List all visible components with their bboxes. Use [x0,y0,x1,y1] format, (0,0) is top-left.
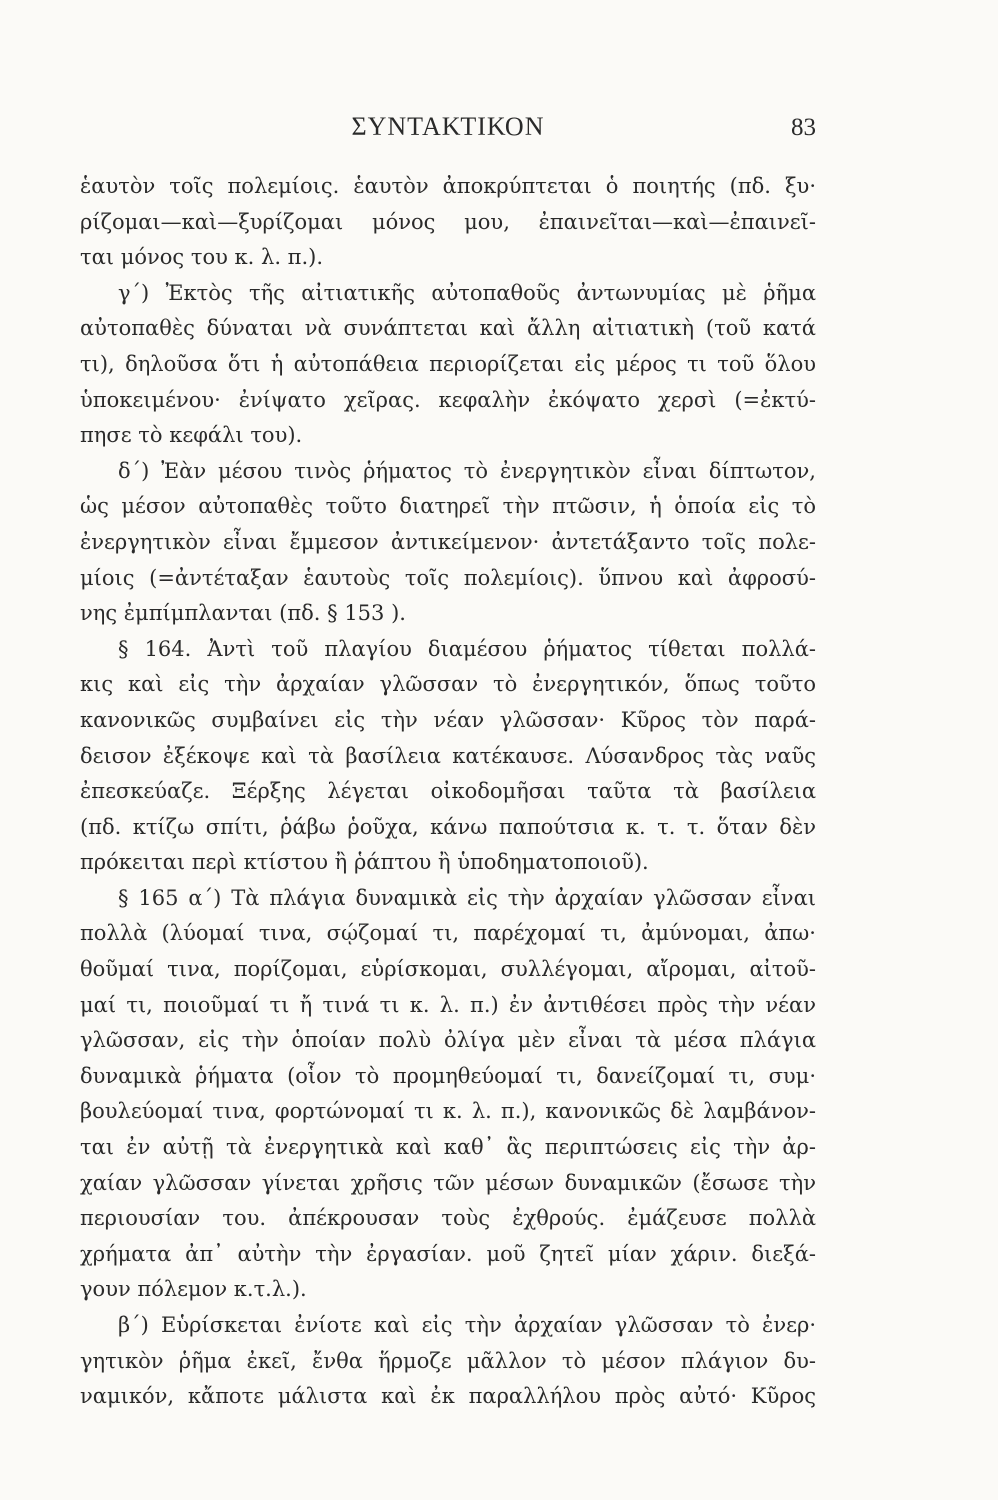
running-title: ΣΥΝΤΑΚΤΙΚΟΝ [351,112,545,141]
text-line: ὑποκειμένου· ἐνίψατο χεῖρας. κεφαλὴν ἐκόψατο χερσὶ (=ἐκτύ- [80,387,816,412]
text-line: ται μόνος του κ. λ. π.). [80,245,324,270]
text-line: κις καὶ εἰς τὴν ἀρχαίαν γλῶσσαν τὸ ἐνεργητικόν, ὅπως τοῦτο [80,672,816,697]
text-line: τι), δηλοῦσα ὅτι ἡ αὐτοπάθεια περιορίζεται εἰς μέρος τι τοῦ ὅλου [80,351,816,376]
text-line: περιουσίαν του. ἀπέκρουσαν τοὺς ἐχθρούς. ἐμάζευσε πολλὰ [80,1206,816,1231]
text-line: δυναμικὰ ῥήματα (οἷον τὸ προμηθεύομαί τι, δανείζομαί τι, συμ· [80,1063,816,1088]
text-line: χαίαν γλῶσσαν γίνεται χρῆσις τῶν μέσων δυναμικῶν (ἔσωσε τὴν [80,1170,816,1195]
text-line: § 165 α΄) Τὰ πλάγια δυναμικὰ εἰς τὴν ἀρχαίαν γλῶσσαν εἶναι [118,885,816,910]
text-line: δεισον ἐξέκοψε καὶ τὰ βασίλεια κατέκαυσε. Λύσανδρος τὰς ναῦς [80,743,816,768]
text-line: βουλεύομαί τινα, φορτώνομαί τι κ. λ. π.), κανονικῶς δὲ λαμβάνον- [80,1099,816,1124]
text-line: κανονικῶς συμβαίνει εἰς τὴν νέαν γλῶσσαν· Κῦρος τὸν παρά- [80,707,816,732]
text-line: γουν πόλεμον κ.τ.λ.). [80,1277,307,1302]
text-line: (πδ. κτίζω σπίτι, ῥάβω ῥοῦχα, κάνω παπούτσια κ. τ. τ. ὅταν δὲν [80,814,816,839]
text-line: ρίζομαι—καὶ—ξυρίζομαι μόνος μου, ἐπαινεῖται—καὶ—ἐπαινεῖ- [80,209,816,234]
text-line: θοῦμαί τινα, πορίζομαι, εὑρίσκομαι, συλλέγομαι, αἴρομαι, αἰτοῦ- [80,957,816,982]
text-line: πησε τὸ κεφάλι του). [80,423,303,448]
page-header [80,112,816,152]
text-line: νης ἐμπίμπλανται (πδ. § 153 ). [80,601,406,626]
text-line: γ΄) Ἐκτὸς τῆς αἰτιατικῆς αὐτοπαθοῦς ἀντωνυμίας μὲ ῥῆμα [118,280,816,305]
text-line: β΄) Εὑρίσκεται ἐνίοτε καὶ εἰς τὴν ἀρχαίαν γλῶσσαν τὸ ἐνερ· [118,1313,816,1337]
text-line: ἐνεργητικὸν εἶναι ἔμμεσον ἀντικείμενον· ἀντετάξαντο τοῖς πολε- [80,529,816,554]
text-line: μαί τι, ποιοῦμαί τι ἤ τινά τι κ. λ. π.) ἐν ἀντιθέσει πρὸς τὴν νέαν [80,992,816,1017]
text-line: αὐτοπαθὲς δύναται νὰ συνάπτεται καὶ ἄλλη αἰτιατικὴ (τοῦ κατά [80,316,816,341]
text-line: ὡς μέσον αὐτοπαθὲς τοῦτο διατηρεῖ τὴν πτῶσιν, ἡ ὁποία εἰς τὸ [80,494,816,519]
page-number: 83 [791,114,816,141]
text-line: ἑαυτὸν τοῖς πολεμίοις. ἑαυτὸν ἀποκρύπτεται ὁ ποιητής (πδ. ξυ· [80,174,816,198]
body-text [80,169,816,1415]
text-line: πολλὰ (λύομαί τινα, σῴζομαί τι, παρέχομαί τι, ἀμύνομαι, ἀπω· [80,921,816,946]
text-line: χρήματα ἀπ᾽ αὐτὴν τὴν ἐργασίαν. μοῦ ζητεῖ μίαν χάριν. διεξά- [80,1241,816,1266]
text-line: δ΄) Ἐὰν μέσου τινὸς ῥήματος τὸ ἐνεργητικὸν εἶναι δίπτωτον, [118,458,816,483]
text-line: ναμικόν, κἄποτε μάλιστα καὶ ἐκ παραλλήλου πρὸς αὐτό· Κῦρος [80,1384,816,1409]
text-line: ται ἐν αὐτῇ τὰ ἐνεργητικὰ καὶ καθ᾽ ἃς περιπτώσεις εἰς τὴν ἀρ- [80,1135,816,1160]
text-line: πρόκειται περὶ κτίστου ἢ ῥάπτου ἢ ὑποδηματοποιοῦ). [80,850,649,875]
text-line: ἐπεσκεύαζε. Ξέρξης λέγεται οἰκοδομῆσαι ταῦτα τὰ βασίλεια [80,779,816,804]
text-line: γλῶσσαν, εἰς τὴν ὁποίαν πολὺ ὀλίγα μὲν εἶναι τὰ μέσα πλάγια [80,1028,816,1053]
text-line: μίοις (=ἀντέταξαν ἑαυτοὺς τοῖς πολεμίοις). ὕπνου καὶ ἀφροσύ- [80,565,816,590]
text-line: γητικὸν ῥῆμα ἐκεῖ, ἔνθα ἥρμοζε μᾶλλον τὸ μέσον πλάγιον δυ- [80,1348,816,1373]
text-line: § 164. Ἀντὶ τοῦ πλαγίου διαμέσου ῥήματος τίθεται πολλά- [118,636,816,661]
